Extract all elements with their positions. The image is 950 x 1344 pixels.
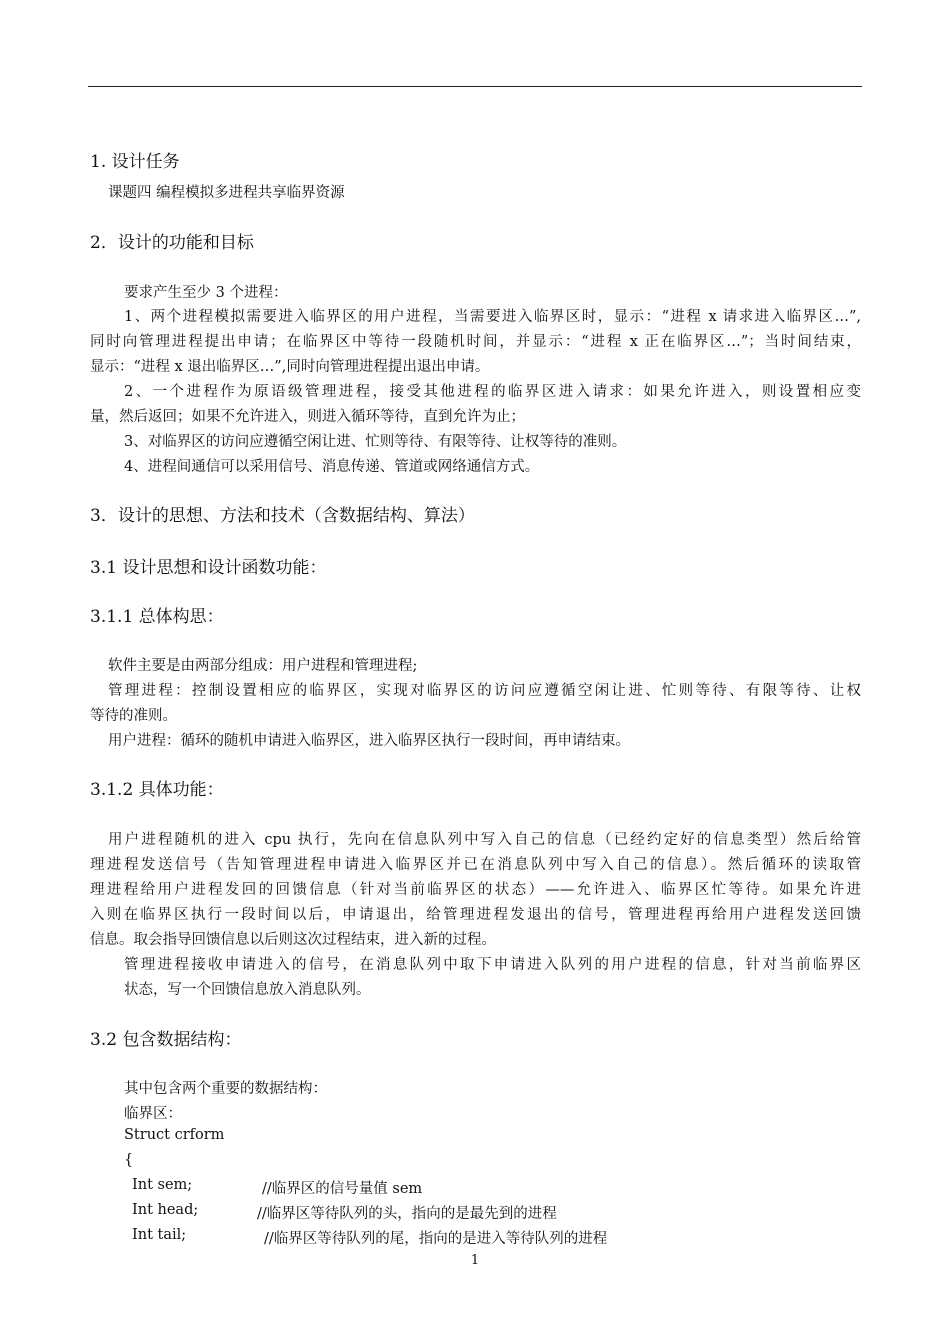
section-2-title: 2．设计的功能和目标 — [90, 233, 254, 253]
overview-line-2: 管理进程：控制设置相应的临界区，实现对临界区的访问应遵循空闲让进、忙则等待、有限等待、让权 — [108, 683, 861, 699]
struct-declaration: Struct crform — [124, 1127, 225, 1143]
header-rule — [88, 86, 862, 87]
section-3-1-1-title: 3.1.1 总体构思： — [90, 607, 224, 627]
page-number: 1 — [470, 1253, 480, 1268]
section-3-title: 3．设计的思想、方法和技术（含数据结构、算法） — [90, 506, 475, 526]
code-decl-head: Int head; — [132, 1202, 199, 1218]
requirement-1-line-3: 显示：“进程 x 退出临界区…”,同时向管理进程提出退出申请。 — [90, 359, 490, 375]
code-comment-tail: //临界区等待队列的尾，指向的是进入等待队列的进程 — [264, 1231, 608, 1247]
open-brace: { — [124, 1152, 134, 1168]
section-3-1-title: 3.1 设计思想和设计函数功能： — [90, 558, 327, 578]
requirement-3: 3、对临界区的访问应遵循空闲让进、忙则等待、有限等待、让权等待的准则。 — [124, 434, 627, 450]
function-line-4: 入则在临界区执行一段时间以后，申请退出，给管理进程发退出的信号，管理进程再给用户进程发送回馈 — [90, 907, 861, 923]
overview-line-3: 等待的准则。 — [90, 708, 177, 724]
section-3-2-title: 3.2 包含数据结构： — [90, 1030, 242, 1050]
code-decl-sem: Int sem; — [132, 1177, 193, 1193]
function-line-7: 状态，写一个回馈信息放入消息队列。 — [124, 982, 371, 998]
function-line-1: 用户进程随机的进入 cpu 执行，先向在信息队列中写入自己的信息（已经约定好的信息类型）然后给管 — [108, 832, 861, 848]
code-comment-head: //临界区等待队列的头，指向的是最先到的进程 — [257, 1206, 557, 1222]
function-line-3: 理进程给用户进程发回的回馈信息（针对当前临界区的状态）——允许进入、临界区忙等待。如果允许进 — [90, 882, 861, 898]
function-line-2: 理进程发送信号（告知管理进程申请进入临界区并已在消息队列中写入自己的信息）。然后循环的读取管 — [90, 857, 861, 873]
overview-line-4: 用户进程：循环的随机申请进入临界区，进入临界区执行一段时间，再申请结束。 — [108, 733, 630, 749]
section-1-subtitle: 课题四 编程模拟多进程共享临界资源 — [108, 185, 345, 201]
critical-section-label: 临界区： — [124, 1106, 182, 1122]
requirement-1-line-1: 1、两个进程模拟需要进入临界区的用户进程，当需要进入临界区时，显示：“进程 x 请求进入临界区…”, — [124, 309, 861, 325]
requirement-1-line-2: 同时向管理进程提出申请；在临界区中等待一段随机时间，并显示：“进程 x 正在临界区…”；当时间结束， — [90, 334, 861, 350]
section-2-intro: 要求产生至少 3 个进程： — [124, 285, 288, 301]
requirement-2-line-1: 2、一个进程作为原语级管理进程，接受其他进程的临界区进入请求：如果允许进入，则设置相应变 — [124, 384, 861, 400]
overview-line-1: 软件主要是由两部分组成：用户进程和管理进程; — [108, 658, 418, 674]
code-decl-tail: Int tail; — [132, 1227, 187, 1243]
function-line-5: 信息。取会指导回馈信息以后则这次过程结束，进入新的过程。 — [90, 932, 496, 948]
requirement-4: 4、进程间通信可以采用信号、消息传递、管道或网络通信方式。 — [124, 459, 540, 475]
data-structure-intro: 其中包含两个重要的数据结构： — [124, 1081, 327, 1097]
section-1-title: 1. 设计任务 — [90, 152, 180, 172]
code-comment-sem: //临界区的信号量值 sem — [262, 1181, 423, 1197]
section-3-1-2-title: 3.1.2 具体功能： — [90, 780, 224, 800]
requirement-2-line-2: 量，然后返回；如果不允许进入，则进入循环等待，直到允许为止； — [90, 409, 525, 425]
function-line-6: 管理进程接收申请进入的信号，在消息队列中取下申请进入队列的用户进程的信息，针对当前临界区 — [124, 957, 861, 973]
